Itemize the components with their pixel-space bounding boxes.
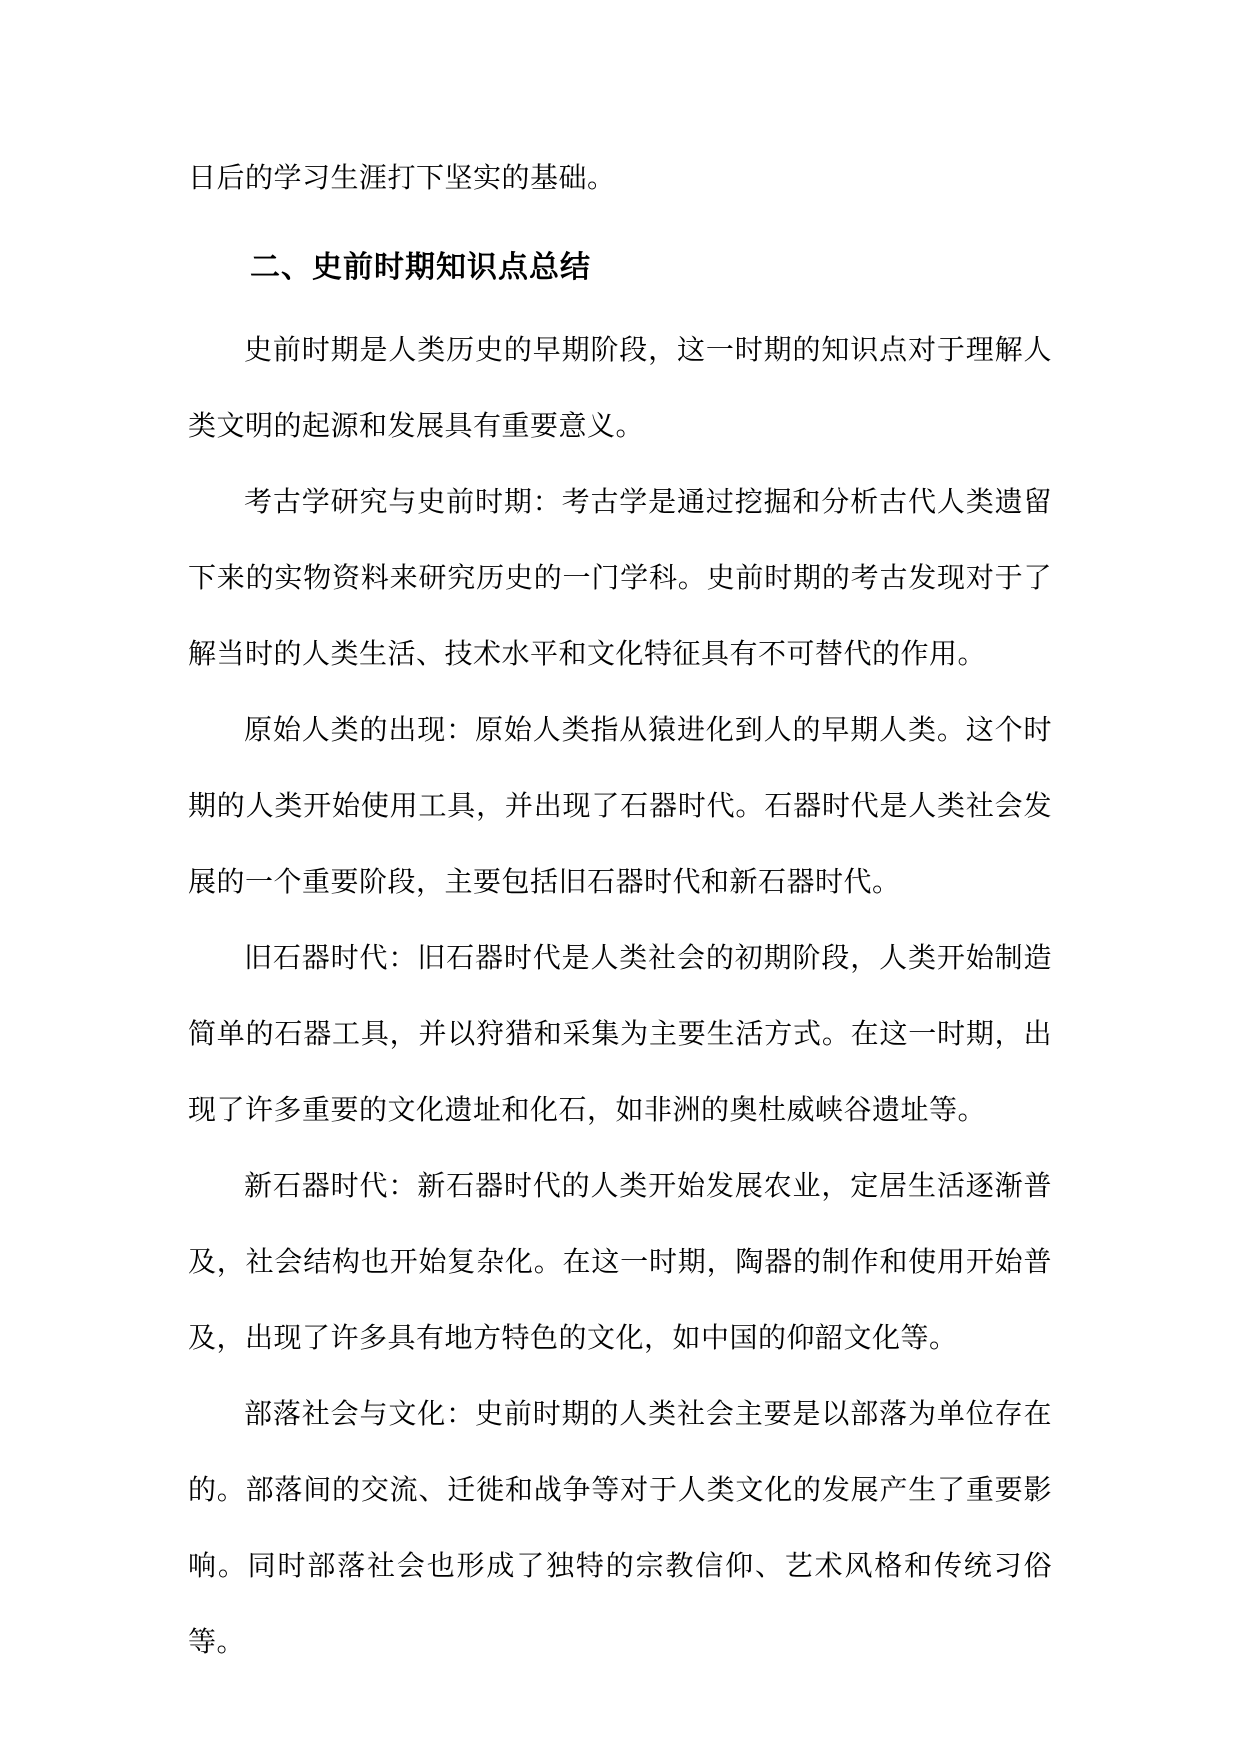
paragraph-intro: 史前时期是人类历史的早期阶段，这一时期的知识点对于理解人类文明的起源和发展具有重要意义。	[188, 333, 1052, 442]
page-content	[188, 140, 1052, 1680]
paragraph-paleolithic: 旧石器时代：旧石器时代是人类社会的初期阶段，人类开始制造简单的石器工具，并以狩猎和采集为主要生活方式。在这一时期，出现了许多重要的文化遗址和化石，如非洲的奥杜威峡谷遗址等。	[188, 941, 1052, 1126]
paragraph-primitive-humans: 原始人类的出现：原始人类指从猿进化到人的早期人类。这个时期的人类开始使用工具，并出现了石器时代。石器时代是人类社会发展的一个重要阶段，主要包括旧石器时代和新石器时代。	[188, 713, 1052, 898]
section-heading: 二、史前时期知识点总结	[250, 250, 591, 285]
paragraph-archaeology: 考古学研究与史前时期：考古学是通过挖掘和分析古代人类遗留下来的实物资料来研究历史的一门学科。史前时期的考古发现对于了解当时的人类生活、技术水平和文化特征具有不可替代的作用。	[188, 485, 1052, 670]
continued-paragraph: 日后的学习生涯打下坚实的基础。	[188, 161, 616, 194]
paragraph-tribal-society: 部落社会与文化：史前时期的人类社会主要是以部落为单位存在的。部落间的交流、迁徙和战争等对于人类文化的发展产生了重要影响。同时部落社会也形成了独特的宗教信仰、艺术风格和传统习俗等。	[188, 1397, 1052, 1658]
paragraph-neolithic: 新石器时代：新石器时代的人类开始发展农业，定居生活逐渐普及，社会结构也开始复杂化。在这一时期，陶器的制作和使用开始普及，出现了许多具有地方特色的文化，如中国的仰韶文化等。	[188, 1169, 1052, 1354]
